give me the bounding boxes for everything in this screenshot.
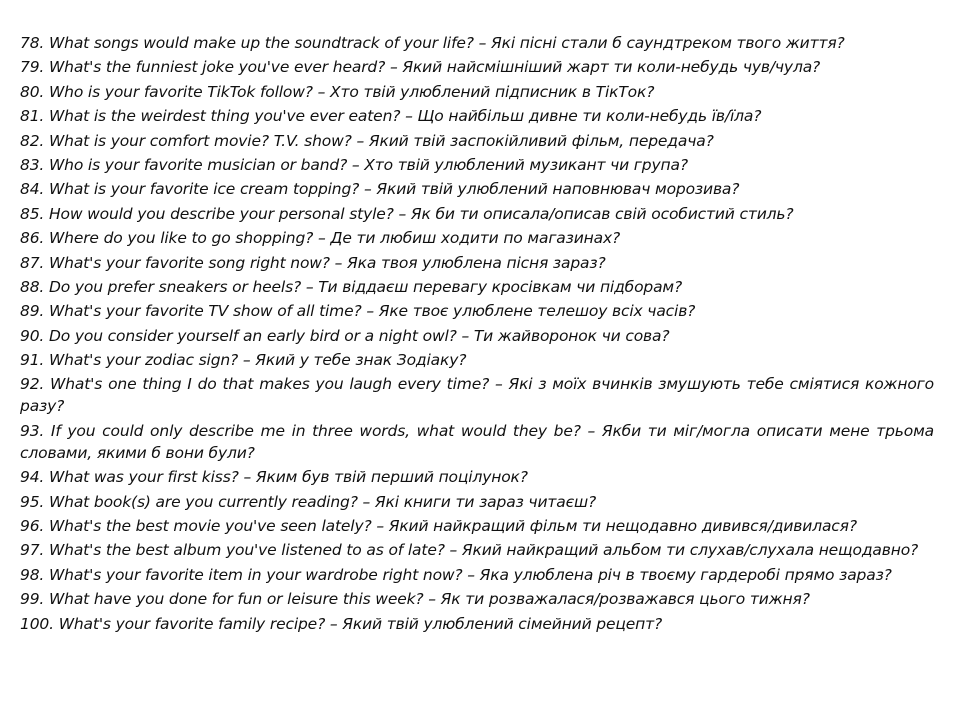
question-item-87: 87. What's your favorite song right now? – Яка твоя улюблена пісня зараз? <box>20 253 606 272</box>
question-item-94: 94. What was your first kiss? – Яким був твій перший поцілунок? <box>20 468 528 487</box>
question-item-80: 80. Who is your favorite TikTok follow? – Хто твій улюблений підписник в ТікТок? <box>20 82 655 101</box>
question-item-83: 83. Who is your favorite musician or band? – Хто твій улюблений музикант чи група? <box>20 155 688 174</box>
question-item-82: 82. What is your comfort movie? T.V. show? – Який твій заспокійливий фільм, передача? <box>20 131 714 150</box>
question-item-84: 84. What is your favorite ice cream topping? – Який твій улюблений наповнювач морозива? <box>20 180 740 199</box>
question-item-89: 89. What's your favorite TV show of all time? – Яке твоє улюблене телешоу всіх часів? <box>20 302 696 321</box>
question-item-100: 100. What's your favorite family recipe? – Який твій улюблений сімейний рецепт? <box>20 614 663 633</box>
question-item-81: 81. What is the weirdest thing you've ever eaten? – Що найбільш дивне ти коли-небудь їв/їла? <box>20 107 762 126</box>
question-item-99: 99. What have you done for fun or leisure this week? – Як ти розважалася/розважався цього тижня? <box>20 590 810 609</box>
question-item-92: 92. What's one thing I do that makes you laugh every time? – Які з моїх вчинків змушують тебе сміятися кожного разу? <box>20 375 934 416</box>
question-item-93: 93. If you could only describe me in three words, what would they be? – Якби ти міг/могла описати мене трьома словами, якими б вони були? <box>20 421 934 462</box>
question-list <box>20 32 934 637</box>
question-item-96: 96. What's the best movie you've seen lately? – Який найкращий фільм ти нещодавно дивився/дивилася? <box>20 517 857 536</box>
question-item-88: 88. Do you prefer sneakers or heels? – Ти віддаєш перевагу кросівкам чи підборам? <box>20 277 683 296</box>
question-item-90: 90. Do you consider yourself an early bird or a night owl? – Ти жайворонок чи сова? <box>20 326 670 345</box>
question-item-97: 97. What's the best album you've listened to as of late? – Який найкращий альбом ти слухав/слухала нещодавно? <box>20 541 919 560</box>
question-item-95: 95. What book(s) are you currently reading? – Які книги ти зараз читаєш? <box>20 492 597 511</box>
question-item-85: 85. How would you describe your personal style? – Як би ти описала/описав свій особистий стиль? <box>20 204 794 223</box>
question-item-86: 86. Where do you like to go shopping? – Де ти любиш ходити по магазинах? <box>20 229 621 248</box>
question-item-78: 78. What songs would make up the soundtrack of your life? – Які пісні стали б саундтреком твого життя? <box>20 34 845 52</box>
question-item-98: 98. What's your favorite item in your wardrobe right now? – Яка улюблена річ в твоєму гардеробі прямо зараз? <box>20 565 892 584</box>
question-item-91: 91. What's your zodiac sign? – Який у тебе знак Зодіаку? <box>20 351 467 370</box>
question-item-79: 79. What's the funniest joke you've ever heard? – Який найсмішніший жарт ти коли-небудь чув/чула? <box>20 58 821 77</box>
